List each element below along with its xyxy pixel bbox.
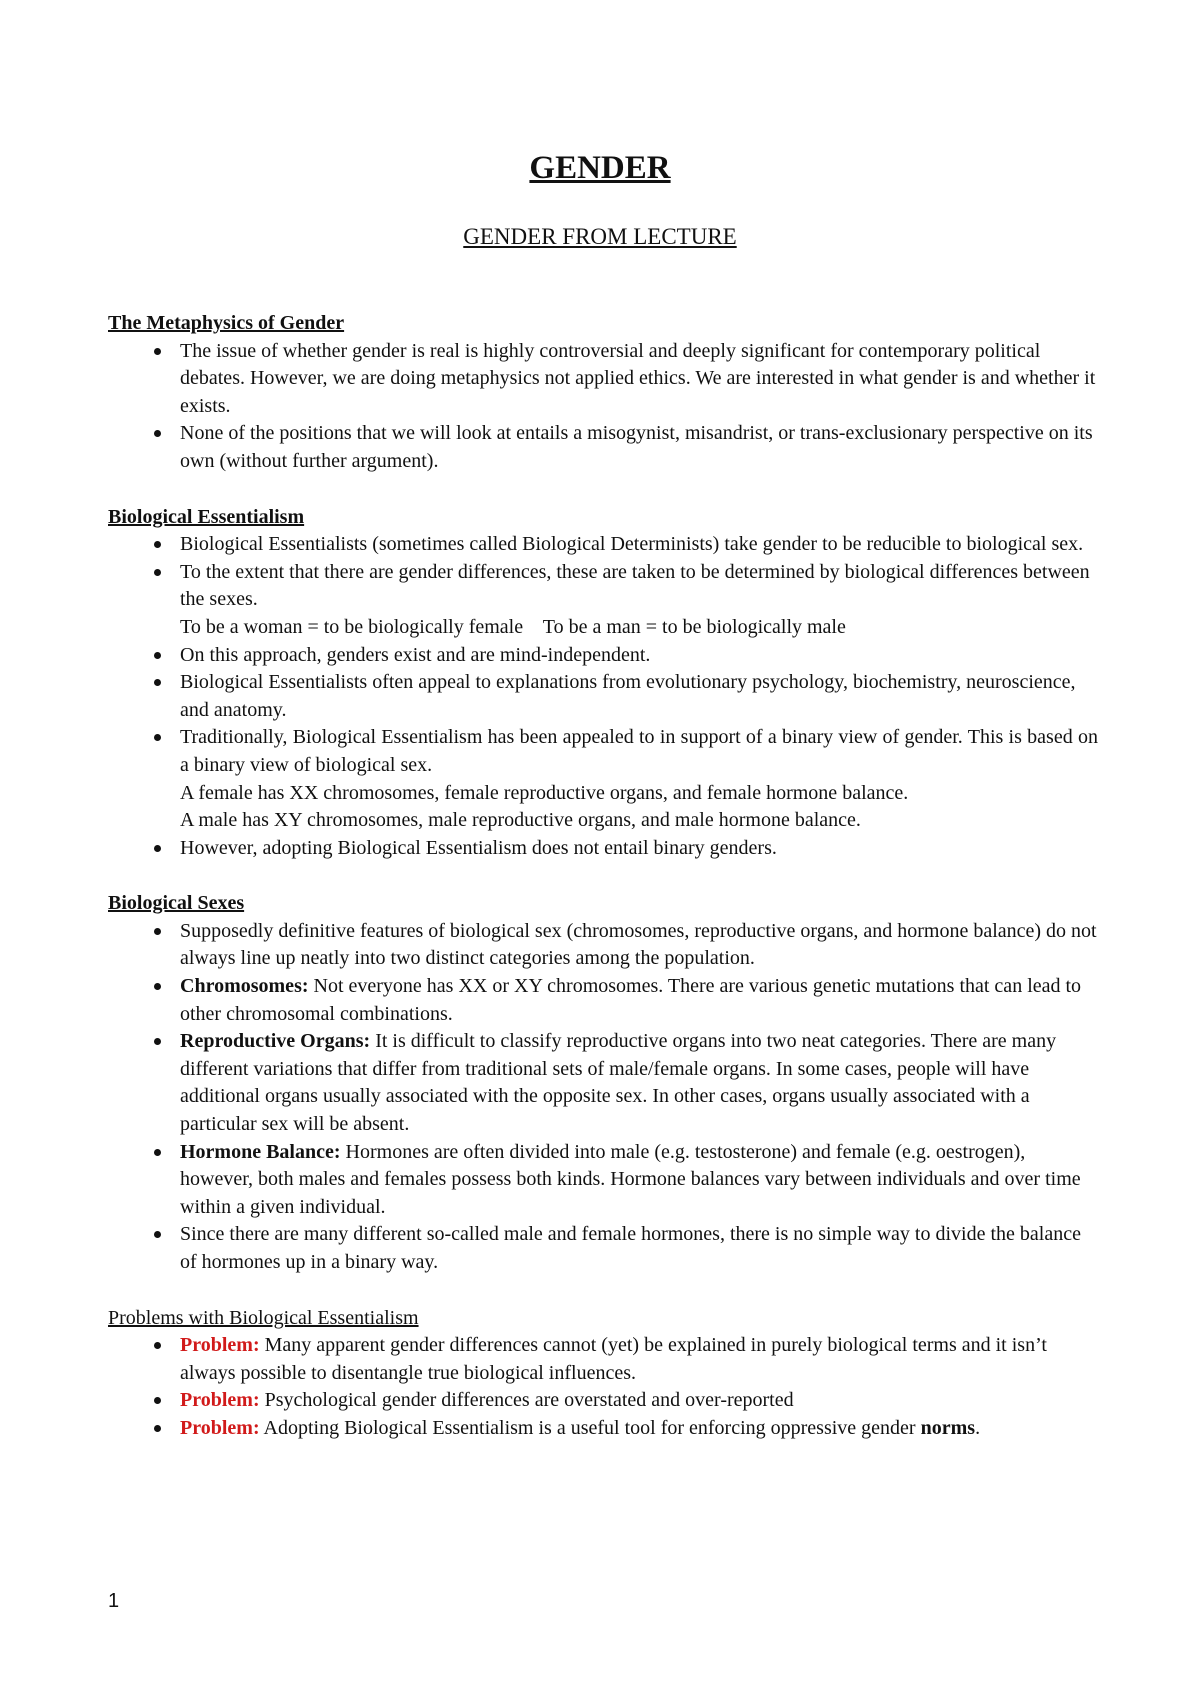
bullet-list	[108, 1332, 1098, 1442]
section-biological-sexes	[108, 890, 1098, 1276]
bullet-item: None of the positions that we will look at entails a misogynist, misandrist, or trans-exclusionary perspective on its own (without further argument).	[108, 420, 1098, 475]
section-heading: Biological Essentialism	[108, 505, 305, 528]
bullet-item: Problem: Psychological gender differences are overstated and over-reported	[108, 1387, 1098, 1415]
section-problems-biological-essentialism	[108, 1305, 1098, 1443]
document-body	[108, 310, 1098, 1471]
bullet-item: On this approach, genders exist and are mind-independent.	[108, 642, 1098, 670]
problem-label: Problem:	[180, 1389, 260, 1412]
bullet-extra-line: To be a woman = to be biologically female To be a man = to be biologically male	[180, 615, 846, 638]
bullet-extra-line: A male has XY chromosomes, male reproductive organs, and male hormone balance.	[180, 809, 861, 832]
bullet-item: To the extent that there are gender differences, these are taken to be determined by biological differences between the sexes. To be a woman = to be biologically female To be a man = to be biologically male	[108, 559, 1098, 642]
document-subtitle: GENDER FROM LECTURE	[463, 224, 737, 249]
problem-label: Problem:	[180, 1334, 260, 1357]
bullet-item: However, adopting Biological Essentialism does not entail binary genders.	[108, 835, 1098, 863]
bullet-item: Problem: Many apparent gender differences cannot (yet) be explained in purely biological terms and it isn’t always possible to disentangle true biological influences.	[108, 1332, 1098, 1387]
bullet-list	[108, 531, 1098, 862]
bullet-item: Traditionally, Biological Essentialism has been appealed to in support of a binary view of gender. This is based on a binary view of biological sex. A female has XX chromosomes, female reproductive organs, and female hormone balance. A male has XY chromosomes, male reproductive organs, and male hormone balance.	[108, 724, 1098, 834]
bullet-list	[108, 338, 1098, 476]
bullet-item: Biological Essentialists (sometimes called Biological Determinists) take gender to be reducible to biological sex.	[108, 531, 1098, 559]
document-title: GENDER	[529, 150, 671, 186]
bullet-item: Since there are many different so-called male and female hormones, there is no simple way to divide the balance of hormones up in a binary way.	[108, 1221, 1098, 1276]
section-heading: Biological Sexes	[108, 892, 245, 915]
emphasis-word: norms	[920, 1416, 976, 1439]
bullet-label: Chromosomes:	[180, 975, 309, 998]
bullet-list	[108, 918, 1098, 1277]
section-heading: Problems with Biological Essentialism	[108, 1306, 419, 1329]
bullet-item: Problem: Adopting Biological Essentialism is a useful tool for enforcing oppressive gender norms.	[108, 1415, 1098, 1443]
bullet-item: Hormone Balance: Hormones are often divided into male (e.g. testosterone) and female (e.g. oestrogen), however, both males and females possess both kinds. Hormone balances vary between individuals and over time within a given individual.	[108, 1139, 1098, 1222]
bullet-item: The issue of whether gender is real is highly controversial and deeply significant for contemporary political debates. However, we are doing metaphysics not applied ethics. We are interested in what gender is and whether it exists.	[108, 338, 1098, 421]
page-number: 1	[108, 1590, 120, 1612]
bullet-label: Hormone Balance:	[180, 1140, 341, 1163]
bullet-extra-line: A female has XX chromosomes, female reproductive organs, and female hormone balance.	[180, 781, 909, 804]
bullet-item: Biological Essentialists often appeal to explanations from evolutionary psychology, biochemistry, neuroscience, and anatomy.	[108, 669, 1098, 724]
section-heading: The Metaphysics of Gender	[108, 312, 345, 334]
bullet-label: Reproductive Organs:	[180, 1030, 371, 1053]
bullet-item: Reproductive Organs: It is difficult to classify reproductive organs into two neat categories. There are many different variations that differ from traditional sets of male/female organs. In some cases, people will have additional organs usually associated with the opposite sex. In other cases, organs usually associated with a particular sex will be absent.	[108, 1028, 1098, 1138]
bullet-item: Chromosomes: Not everyone has XX or XY chromosomes. There are various genetic mutations that can lead to other chromosomal combinations.	[108, 973, 1098, 1028]
problem-label: Problem:	[180, 1416, 260, 1439]
section-metaphysics-of-gender	[108, 310, 1098, 476]
section-biological-essentialism	[108, 504, 1098, 863]
bullet-item: Supposedly definitive features of biological sex (chromosomes, reproductive organs, and hormone balance) do not always line up neatly into two distinct categories among the population.	[108, 918, 1098, 973]
